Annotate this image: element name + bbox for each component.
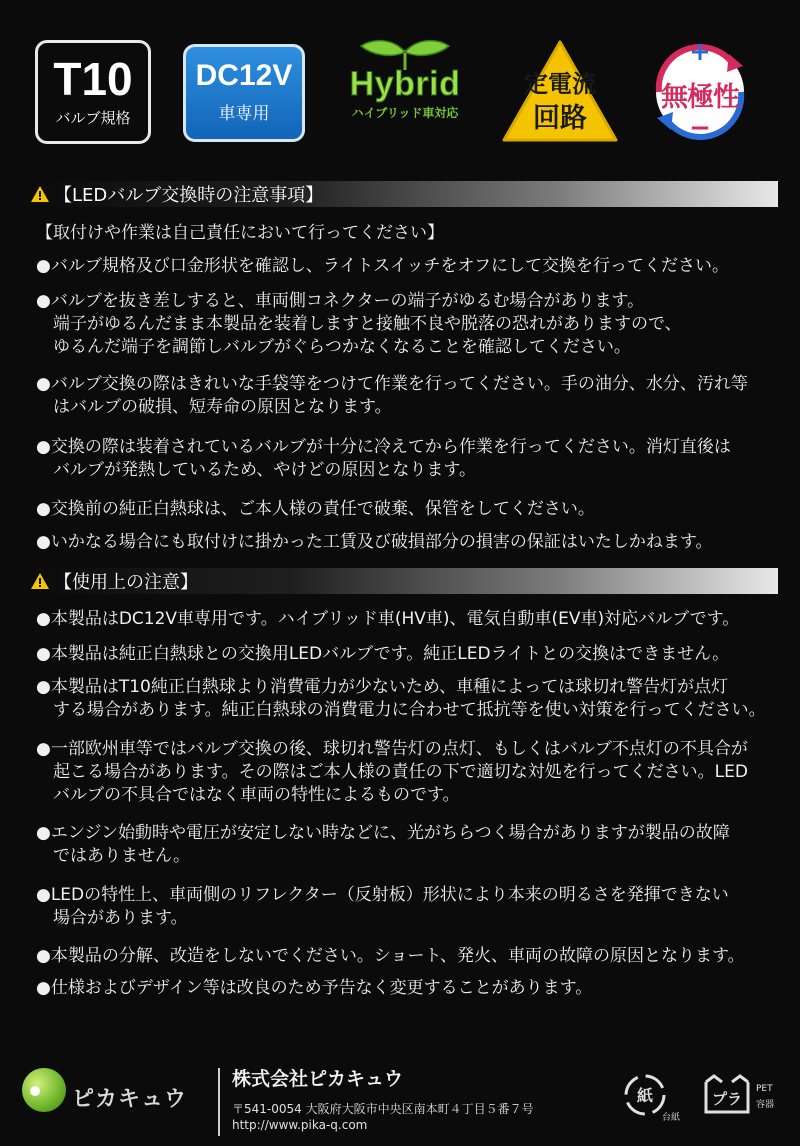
t10-badge-title: T10 (53, 53, 133, 105)
list-item-line: ●本製品はT10純正白熱球より消費電力が少ないため、車種によっては球切れ警告灯が点灯 (36, 677, 729, 697)
list-item-line: バルブが発熱しているため、やけどの原因となります。 (53, 460, 476, 480)
section-intro: 【取付けや作業は自己責任において行ってください】 (36, 223, 444, 243)
list-item (36, 608, 786, 631)
list-item (36, 373, 786, 419)
footer (0, 1040, 800, 1146)
list-item (36, 498, 786, 521)
pet-mark-label-1: PET (756, 1084, 773, 1094)
list-item-line: ゆるんだ端子を調節しバルブがぐらつかなくなることを確認してください。 (53, 337, 631, 357)
list-item (36, 738, 786, 807)
list-item-line: ●バルブ規格及び口金形状を確認し、ライトスイッチをオフにして交換を行ってください。 (36, 256, 729, 276)
list-item (36, 255, 786, 278)
paper-mark-text: 紙 (636, 1086, 654, 1105)
list-item-line: はバルブの破損、短寿命の原因となります。 (53, 397, 392, 417)
section-header-replacement (30, 181, 778, 207)
constant-current-line2: 回路 (533, 103, 587, 134)
dc12v-badge-caption: 車専用 (218, 104, 270, 124)
non-polar-label: 無極性 (661, 82, 739, 113)
brand-logo (18, 1060, 218, 1120)
list-item (36, 822, 786, 868)
hybrid-badge (330, 36, 480, 148)
company-name: 株式会社ピカキュウ (232, 1068, 404, 1090)
warning-icon (30, 572, 50, 590)
list-item (36, 676, 786, 722)
list-item-line: 起こる場合があります。その際はご本人様の責任の下で適切な対処を行ってください。LED (53, 762, 748, 782)
svg-text:−: − (689, 113, 711, 143)
list-item-line: 端子がゆるんだまま本製品を装着しますと接触不良や脱落の恐れがありますので、 (53, 314, 682, 334)
svg-text:+: + (689, 37, 711, 67)
section-title: 【使用上の注意】 (54, 572, 198, 593)
list-item (36, 884, 786, 930)
list-item-line: バルブの不具合ではなく車両の特性によるものです。 (53, 785, 460, 805)
paper-mark-label: 台紙 (662, 1113, 681, 1123)
warning-icon (30, 185, 50, 203)
company-address: 〒541-0054 大阪府大阪市中央区南本町４丁目５番７号 (232, 1102, 534, 1116)
pet-mark-text: プラ (711, 1090, 743, 1108)
list-item-line: する場合があります。純正白熱球の消費電力に合わせて抵抗等を使い対策を行ってください。 (53, 700, 766, 720)
list-item (36, 531, 786, 554)
list-item-line: ●交換前の純正白熱球は、ご本人様の責任で破棄、保管をしてください。 (36, 499, 595, 519)
list-item (36, 643, 786, 666)
list-item (36, 290, 786, 359)
brand-ball-icon (22, 1068, 66, 1112)
list-item-line: ●いかなる場合にも取付けに掛かった工賃及び破損部分の損害の保証はいたしかねます。 (36, 532, 713, 552)
hybrid-badge-title: Hybrid (349, 65, 461, 103)
plastic-recycle-icon (700, 1070, 754, 1120)
list-item-line: ●LEDの特性上、車両側のリフレクター（反射板）形状により本来の明るさを発揮できない (36, 885, 729, 905)
list-item-line: ●エンジン始動時や電圧が安定しない時などに、光がちらつく場合がありますが製品の故障 (36, 823, 730, 843)
dc12v-badge (183, 44, 305, 142)
list-item (36, 945, 786, 968)
list-item-line: ●本製品の分解、改造をしないでください。ショート、発火、車両の故障の原因となります。 (36, 946, 745, 966)
list-item-line: ではありません。 (53, 846, 191, 866)
constant-current-line1: 定電流 (524, 70, 596, 98)
list-item-line: 場合があります。 (53, 908, 188, 928)
company-url: http://www.pika-q.com (232, 1118, 368, 1132)
list-item-line: ●本製品はDC12V車専用です。ハイブリッド車(HV車)、電気自動車(EV車)対応バルブです。 (36, 609, 740, 629)
list-item-line: ●本製品は純正白熱球との交換用LEDバルブです。純正LEDライトとの交換はできません。 (36, 644, 730, 664)
footer-divider (218, 1068, 220, 1136)
constant-current-badge (500, 36, 620, 148)
hybrid-badge-caption: ハイブリッド車対応 (351, 106, 459, 120)
paper-recycle-mark (620, 1070, 690, 1130)
pet-recycle-mark (700, 1070, 790, 1130)
dc12v-badge-title: DC12V (195, 59, 293, 92)
feature-badges (0, 30, 800, 160)
non-polar-badge (645, 32, 755, 150)
brand-name: ピカキュウ (72, 1087, 188, 1112)
list-item (36, 436, 786, 482)
section-header-usage (30, 568, 778, 594)
t10-badge-caption: バルブ規格 (55, 109, 131, 127)
pet-mark-label-2: 容器 (756, 1100, 775, 1110)
list-item (36, 977, 786, 1000)
list-item-line: ●バルブ交換の際はきれいな手袋等をつけて作業を行ってください。手の油分、水分、汚れ等 (36, 374, 748, 394)
list-item-line: ●バルブを抜き差しすると、車両側コネクターの端子がゆるむ場合があります。 (36, 291, 645, 311)
list-item-line: ●仕様およびデザイン等は改良のため予告なく変更することがあります。 (36, 978, 593, 998)
t10-badge (35, 40, 151, 144)
list-item-line: ●一部欧州車等ではバルブ交換の後、球切れ警告灯の点灯、もしくはバルブ不点灯の不具合が (36, 739, 748, 759)
list-item-line: ●交換の際は装着されているバルブが十分に冷えてから作業を行ってください。消灯直後は (36, 437, 731, 457)
section-title: 【LEDバルブ交換時の注意事項】 (54, 185, 324, 206)
